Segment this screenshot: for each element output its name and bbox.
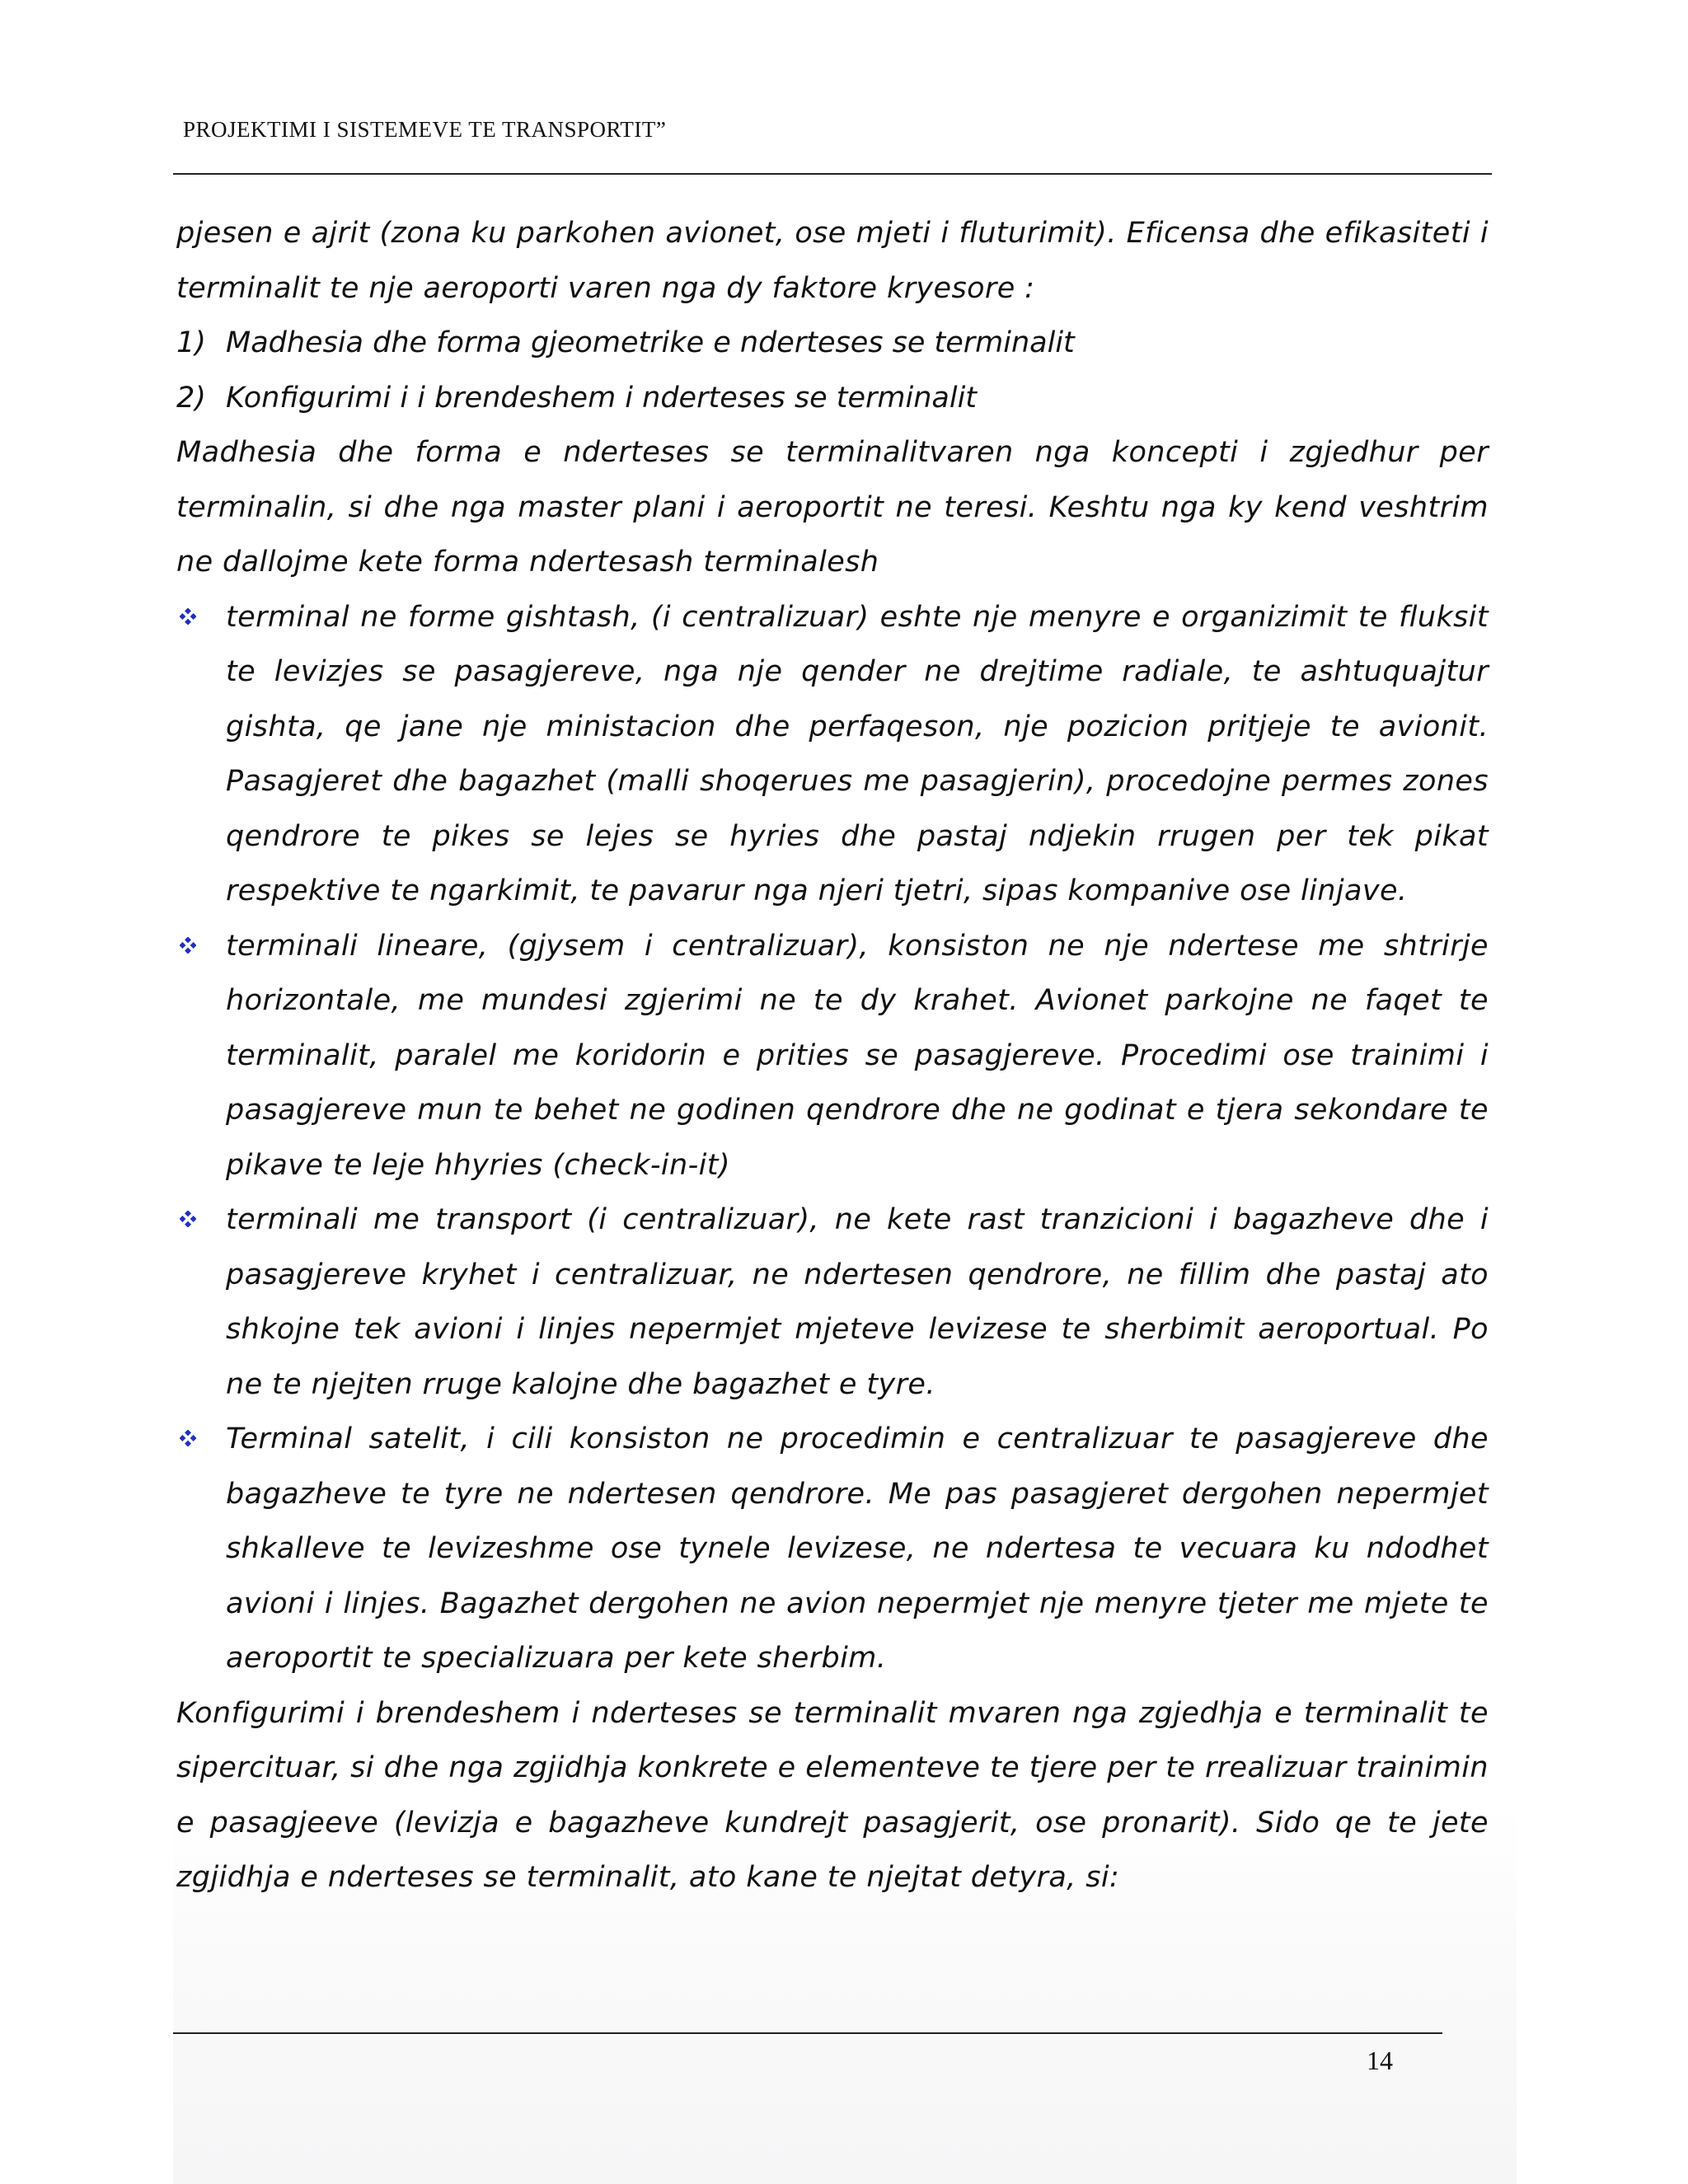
page-number: 14 [1367, 2046, 1393, 2075]
four-diamond-bullet-icon [180, 1430, 196, 1446]
terminal-type-text: terminali lineare, (gjysem i centralizuar), konsiston ne nje ndertese me shtrirje horizontale, me mundesi zgjerimi ne te dy krahet. Avionet parkojne ne faqet te terminalit, paralel me koridorin e prities se pasagjereve. Procedimi ose trainimi i pasagjereve mun te behet ne godinen qendrore dhe ne godinat e tjera sekondare te pikave te leje hhyries (check-in-it) [226, 929, 1489, 1182]
terminal-type-text: terminali me transport (i centralizuar), ne kete rast tranzicioni i bagazheve dhe i pasagjereve kryhet i centralizuar, ne ndertesen qendrore, ne fillim dhe pastaj ato shkojne tek avioni i linjes nepermjet mjeteve levizese te sherbimit aeroportual. Po ne te njejten rruge kalojne dhe bagazhet e tyre. [226, 1203, 1489, 1401]
page-body [176, 206, 1489, 1905]
terminal-type-item [176, 919, 1489, 1193]
running-header: PROJEKTIMI I SISTEMEVE TE TRANSPORTIT” [183, 117, 667, 142]
terminal-type-item [176, 1412, 1489, 1686]
header-divider [173, 173, 1492, 175]
factor-text: Konfigurimi i i brendeshem i nderteses se terminalit [226, 381, 978, 415]
factor-text: Madhesia dhe forma gjeometrike e nderteses se terminalit [226, 326, 1075, 359]
terminal-type-text: terminal ne forme gishtash, (i centralizuar) eshte nje menyre e organizimit te fluksit te levizjes se pasagjereve, nga nje qender ne drejtime radiale, te ashtuquajtur gishta, qe jane nje ministacion dhe perfaqeson, nje pozicion pritjeje te avionit. Pasagjeret dhe bagazhet (malli shoqerues me pasagjerin), procedojne permes zones qendrore te pikes se lejes se hyries dhe pastaj ndjekin rrugen per tek pikat respektive te ngarkimit, te pavarur nga njeri tjetri, sipas kompanive ose linjave. [226, 600, 1489, 907]
footer-divider [173, 2032, 1442, 2034]
factor-item [176, 371, 1489, 426]
four-diamond-bullet-icon [180, 1211, 196, 1227]
factor-number: 1) [176, 326, 206, 359]
forms-paragraph: Madhesia dhe forma e nderteses se terminalitvaren nga koncepti i zgjedhur per terminalin, si dhe nga master plani i aeroportit ne teresi. Keshtu nga ky kend veshtrim ne dallojme kete forma ndertesash terminalesh [176, 436, 1489, 579]
factor-item [176, 316, 1489, 371]
terminal-type-text: Terminal satelit, i cili konsiston ne procedimin e centralizuar te pasagjereve dhe bagazheve te tyre ne ndertesen qendrore. Me pas pasagjeret dergohen nepermjet shkalleve te levizeshme ose tynele levizese, ne ndertesa te vecuara ku ndodhet avioni i linjes. Bagazhet dergohen ne avion nepermjet nje menyre tjeter me mjete te aeroportit te specializuara per kete sherbim. [226, 1422, 1489, 1675]
four-diamond-bullet-icon [180, 608, 196, 625]
closing-paragraph: Konfigurimi i brendeshem i nderteses se terminalit mvaren nga zgjedhja e terminalit te sipercituar, si dhe nga zgjidhja konkrete e elementeve te tjere per te rrealizuar trainimin e pasagjeeve (levizja e bagazheve kundrejt pasagjerit, ose pronarit). Sido qe te jete zgjidhja e nderteses se terminalit, ato kane te njejtat detyra, si: [176, 1696, 1489, 1894]
intro-paragraph: pjesen e ajrit (zona ku parkohen avionet, ose mjeti i fluturimit). Eficensa dhe efikasiteti i terminalit te nje aeroporti varen nga dy faktore kryesore : [176, 217, 1489, 305]
factor-number: 2) [176, 381, 206, 415]
four-diamond-bullet-icon [180, 937, 196, 954]
terminal-type-item [176, 590, 1489, 919]
terminal-type-item [176, 1193, 1489, 1412]
